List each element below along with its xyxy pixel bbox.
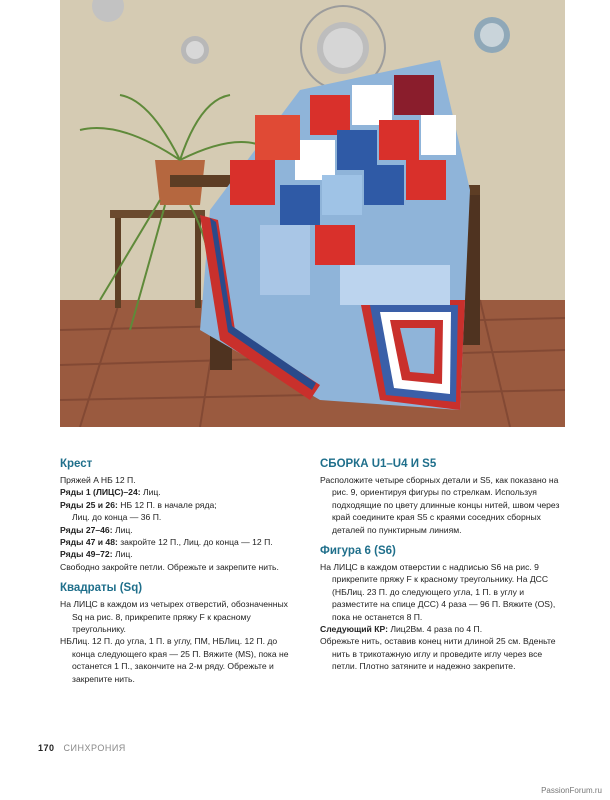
left-column: [60, 457, 300, 685]
assembly-heading: СБОРКА U1–U4 И S5: [320, 458, 437, 470]
cross-line: Пряжей A НБ 12 П.: [60, 475, 136, 485]
figure6-next-row: Следующий КР: Лиц2Вм. 4 раза по 4 П.: [320, 624, 483, 635]
cross-line: Ряды 49–72: Лиц.: [60, 549, 133, 560]
figure6-heading: Фигура 6 (S6): [320, 545, 396, 558]
cross-line: Ряды 1 (ЛИЦС)–24: Лиц.: [60, 487, 161, 498]
page-number: 170: [38, 743, 55, 753]
knitted-blanket-on-chair-photo: [60, 0, 565, 427]
cross-line: Ряды 47 и 48: закройте 12 П., Лиц. до конца — 12 П.: [60, 537, 273, 548]
watermark: PassionForum.ru: [541, 786, 602, 795]
page-footer: [38, 743, 126, 753]
cross-line: Ряды 27–46: Лиц.: [60, 524, 133, 535]
blanket-photo: [60, 0, 565, 427]
cross-heading: Крест: [60, 458, 93, 470]
figure6-paragraph-1: На ЛИЦС в каждом отверстии с надписью S6 на рис. 9 прикрепите пряжу F к красному треугольнику. На ДСС (НБЛиц. 23 П. до следующего угла, 1 П. в углу и разместите на спице ДСС) 4 раза — 96 П. Вяжите (OS), пока не останется 8 П.: [320, 562, 556, 622]
right-column: [320, 457, 565, 673]
cross-line: Свободно закройте петли. Обрежьте и закрепите нить.: [60, 561, 279, 572]
squares-paragraph-1: На ЛИЦС в каждом из четырех отверстий, обозначенных Sq на рис. 8, прикрепите пряжу F к красному треугольнику.: [60, 599, 288, 635]
blue-sun-decor-icon: [474, 17, 510, 53]
squares-heading: Квадраты (Sq): [60, 582, 143, 595]
assembly-paragraph: Расположите четыре сборных детали и S5, как показано на рис. 9, ориентируя фигуры по стрелкам. Используя подходящие по цвету длинные концы нитей, швом через край соедините края S5 с краями соседних сборных деталей по пунктирным линиям.: [320, 475, 560, 535]
figure6-paragraph-3: Обрежьте нить, оставив конец нити длиной 25 см. Вденьте нить в трикотажную иглу и проведите иглу через все петли. Плотно затяните и надежно закрепите.: [320, 636, 556, 672]
magazine-name: СИНХРОНИЯ: [63, 743, 126, 753]
cross-line: Лиц. до конца — 36 П.: [72, 512, 162, 523]
small-sun-decor-icon: [181, 36, 209, 64]
cross-line: Ряды 25 и 26: НБ 12 П. в начале ряда;: [60, 499, 217, 510]
squares-paragraph-2: НБЛиц. 12 П. до угла, 1 П. в углу, ПМ, НБЛиц. 12 П. до конца следующего края — 25 П. Вяжите (MS), пока не останется 1 П., закончите на 2-м ряду. Обрежьте и закрепите нить.: [60, 636, 289, 684]
